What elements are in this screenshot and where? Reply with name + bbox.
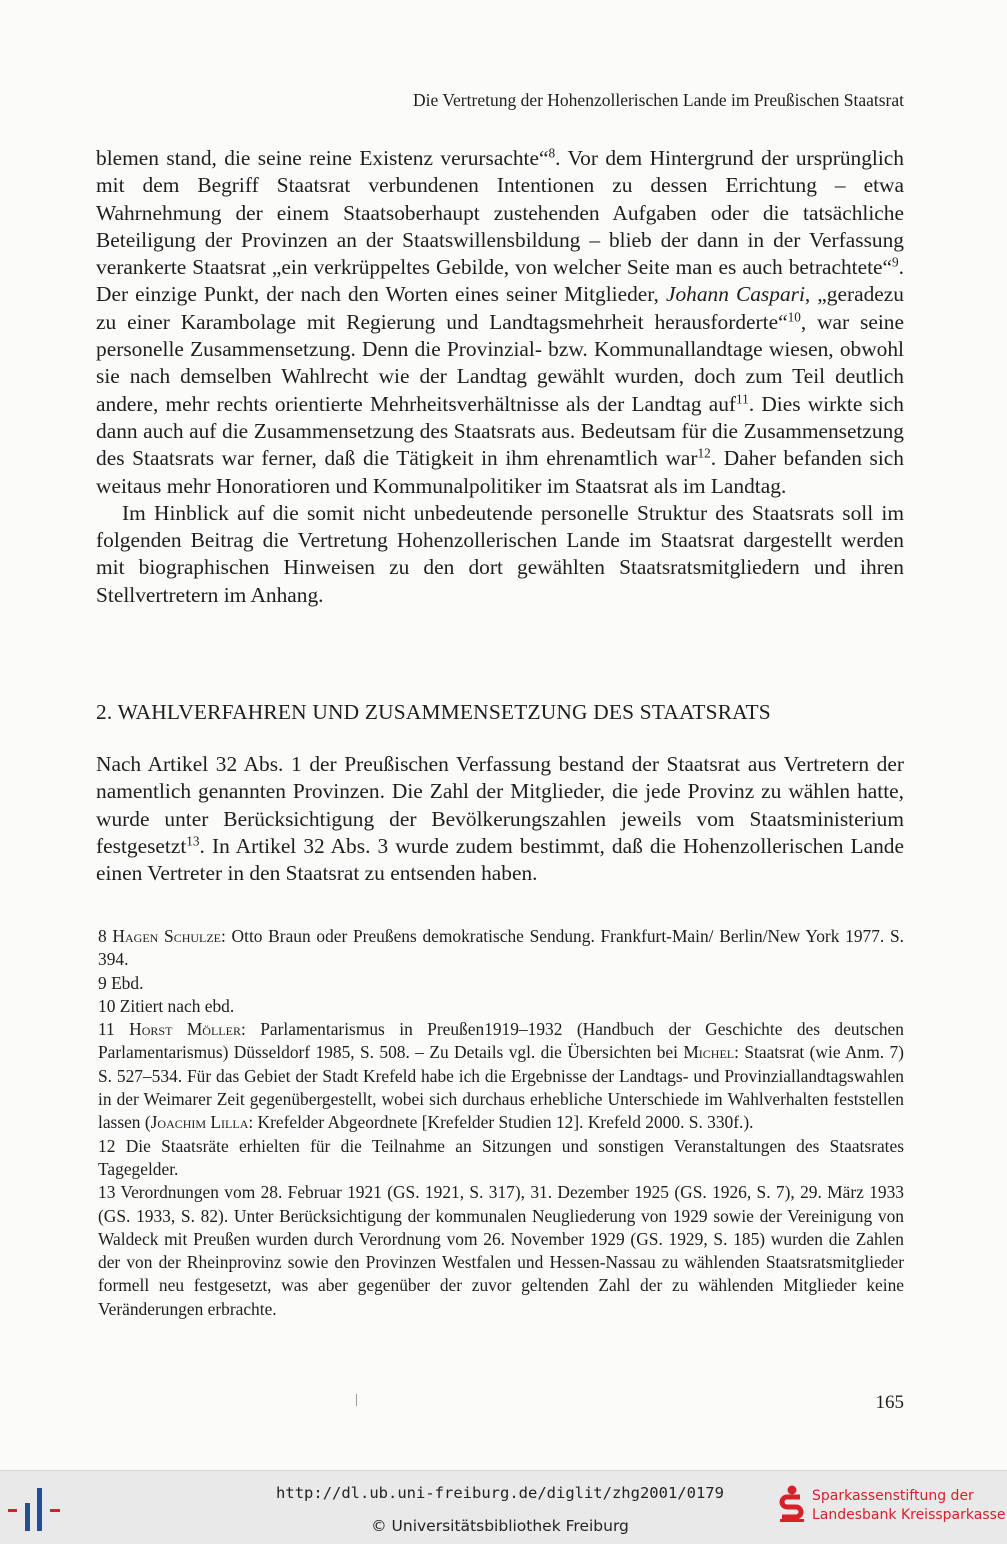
- footnote-11: 11 Horst Möller: Parlamentarismus in Preußen1919–1932 (Handbuch der Geschichte des deutschen Parlamentarismus) Düsseldorf 1985, S. 508. – Zu Details vgl. die Übersichten bei Michel: Staatsrat (wie Anm. 7) S. 527–534. Für das Gebiet der Stadt Krefeld habe ich die Ergebnisse der Landtags- und Provinziallandtagswahlen in der Weimarer Zeit gegenübergestellt, wobei sich durchaus erhebliche Unterschiede im Wahlverhalten feststellen lassen (Joachim Lilla: Krefelder Abgeordnete [Krefelder Studien 12]. Krefeld 2000. S. 330f.).: [98, 1019, 904, 1133]
- footnotes: [98, 925, 904, 1321]
- footnote-ref[interactable]: 10: [787, 309, 801, 325]
- footnote-ref[interactable]: 12: [697, 445, 711, 461]
- scan-mark: [356, 1394, 357, 1406]
- footnote-ref[interactable]: 8: [548, 145, 556, 161]
- person-name: Johann Caspari: [665, 282, 805, 307]
- footnote-10: 10 Zitiert nach ebd.: [98, 995, 235, 1016]
- sponsor-line-2: Landesbank Kreissparkasse: [812, 1507, 1006, 1523]
- author-name: Hagen Schulze: [112, 926, 222, 946]
- footnote-ref[interactable]: 13: [186, 833, 200, 849]
- footnote-13: 13 Verordnungen vom 28. Februar 1921 (GS. 1921, S. 317), 31. Dezember 1925 (GS. 1926, S. 7), 29. März 1933 (GS. 1933, S. 82). Unter Berücksichtigung der kommunalen Neugliederung von 1929 sowie der Vereinigung von Waldeck mit Preußen wurden durch Verordnung vom 26. November 1929 (GS. 1929, S. 185) wurden die Zahlen der von der Rheinprovinz sowie den Provinzen Westfalen und Hessen-Nassau zu wählenden Staatsratsmitglieder formell neu festgesetzt, was aber gegenüber der zuvor geltenden Zahl der zu wählenden Mitglieder keine Veränderungen erbrachte.: [98, 1182, 904, 1319]
- sponsor-text[interactable]: [812, 1487, 1006, 1525]
- author-name: Michel: [683, 1042, 735, 1063]
- footnote-ref[interactable]: 11: [736, 391, 749, 407]
- section-heading: 2. WAHLVERFAHREN UND ZUSAMMENSETZUNG DES STAATSRATS: [96, 700, 771, 724]
- footnote-12: 12 Die Staatsräte erhielten für die Teilnahme an Sitzungen und sonstigen Veranstaltungen des Staatsrates Tagegelder.: [98, 1135, 904, 1179]
- section-text: [96, 751, 904, 887]
- page-number: 165: [875, 1392, 904, 1413]
- ub-freiburg-logo-icon[interactable]: [6, 1486, 70, 1532]
- intro-paragraph-1: blemen stand, die seine reine Existenz verursachte“$^8$. Vor dem Hintergrund der ursprünglich mit dem Begriff Staatsrat verbundenen Intentionen zu dessen Errichtung – etwa Wahrnehmung der einem Staatsoberhaupt zustehenden Aufgaben oder die tatsächliche Beteiligung der Provinzen an der Staatswillensbildung – blieb der dann in der Verfassung verankerte Staatsrat „ein verkrüppeltes Gebilde, von welcher Seite man es auch betrachtete“$^9$. Der einzige Punkt, der nach den Worten eines seiner Mitglieder, Johann Caspari, „geradezu zu einer Karambolage mit Regierung und Landtagsmehrheit herausforderte“$^{10}$, war seine personelle Zusammensetzung. Denn die Provinzial- bzw. Kommunallandtage wiesen, obwohl sie nach demselben Wahlrecht wie der Landtag gewählt wurden, doch zum Teil deutlich andere, mehr rechts orientierte Mehrheitsverhältnisse als der Landtag auf$^{11}$. Dies wirkte sich dann auch auf die Zusammensetzung des Staatsrats aus. Bedeutsam für die Zusammensetzung des Staatsrats war ferner, daß die Tätigkeit in ihm ehrenamtlich war$^{12}$. Daher befanden sich weitaus mehr Honoratioren und Kommunalpolitiker im Staatsrat als im Landtag.: [96, 145, 905, 498]
- sponsor-line-1: Sparkassenstiftung der: [812, 1488, 974, 1504]
- sparkasse-logo-icon[interactable]: [778, 1485, 806, 1523]
- footer-copyright: © Universitätsbibliothek Freiburg: [371, 1517, 629, 1535]
- intro-paragraph-2: Im Hinblick auf die somit nicht unbedeutende personelle Struktur des Staatsrats soll im folgenden Beitrag die Vertretung Hohenzollerischen Lande im Staatsrat dargestellt werden mit biographischen Hinweisen zu den dort gewählten Staatsratsmitgliedern und ihren Stellvertretern im Anhang.: [96, 500, 904, 607]
- section-paragraph: Nach Artikel 32 Abs. 1 der Preußischen Verfassung bestand der Staatsrat aus Vertretern der namentlich genannten Provinzen. Die Zahl der Mitglieder, die jede Provinz zu wählen hatte, wurde unter Berücksichtigung der Bevölkerungszahlen jeweils vom Staatsministerium festgesetzt$^{13}$. In Artikel 32 Abs. 3 wurde zudem bestimmt, daß die Hohenzollerischen Lande einen Vertreter in den Staatsrat zu entsenden haben.: [96, 752, 904, 886]
- footnote-9: 9 Ebd.: [98, 972, 144, 993]
- footnote-8: 8 Hagen Schulze: Otto Braun oder Preußens demokratische Sendung. Frankfurt-Main/ Berlin/New York 1977. S. 394.: [98, 926, 904, 970]
- footnote-ref[interactable]: 9: [892, 254, 899, 270]
- intro-text: [96, 145, 904, 609]
- running-head: Die Vertretung der Hohenzollerischen Lande im Preußischen Staatsrat: [413, 90, 904, 110]
- footer-url-link[interactable]: http://dl.ub.uni-freiburg.de/diglit/zhg2001/0179: [276, 1484, 724, 1502]
- author-name: Joachim Lilla: [150, 1112, 249, 1133]
- author-name: Horst Möller: [129, 1019, 241, 1040]
